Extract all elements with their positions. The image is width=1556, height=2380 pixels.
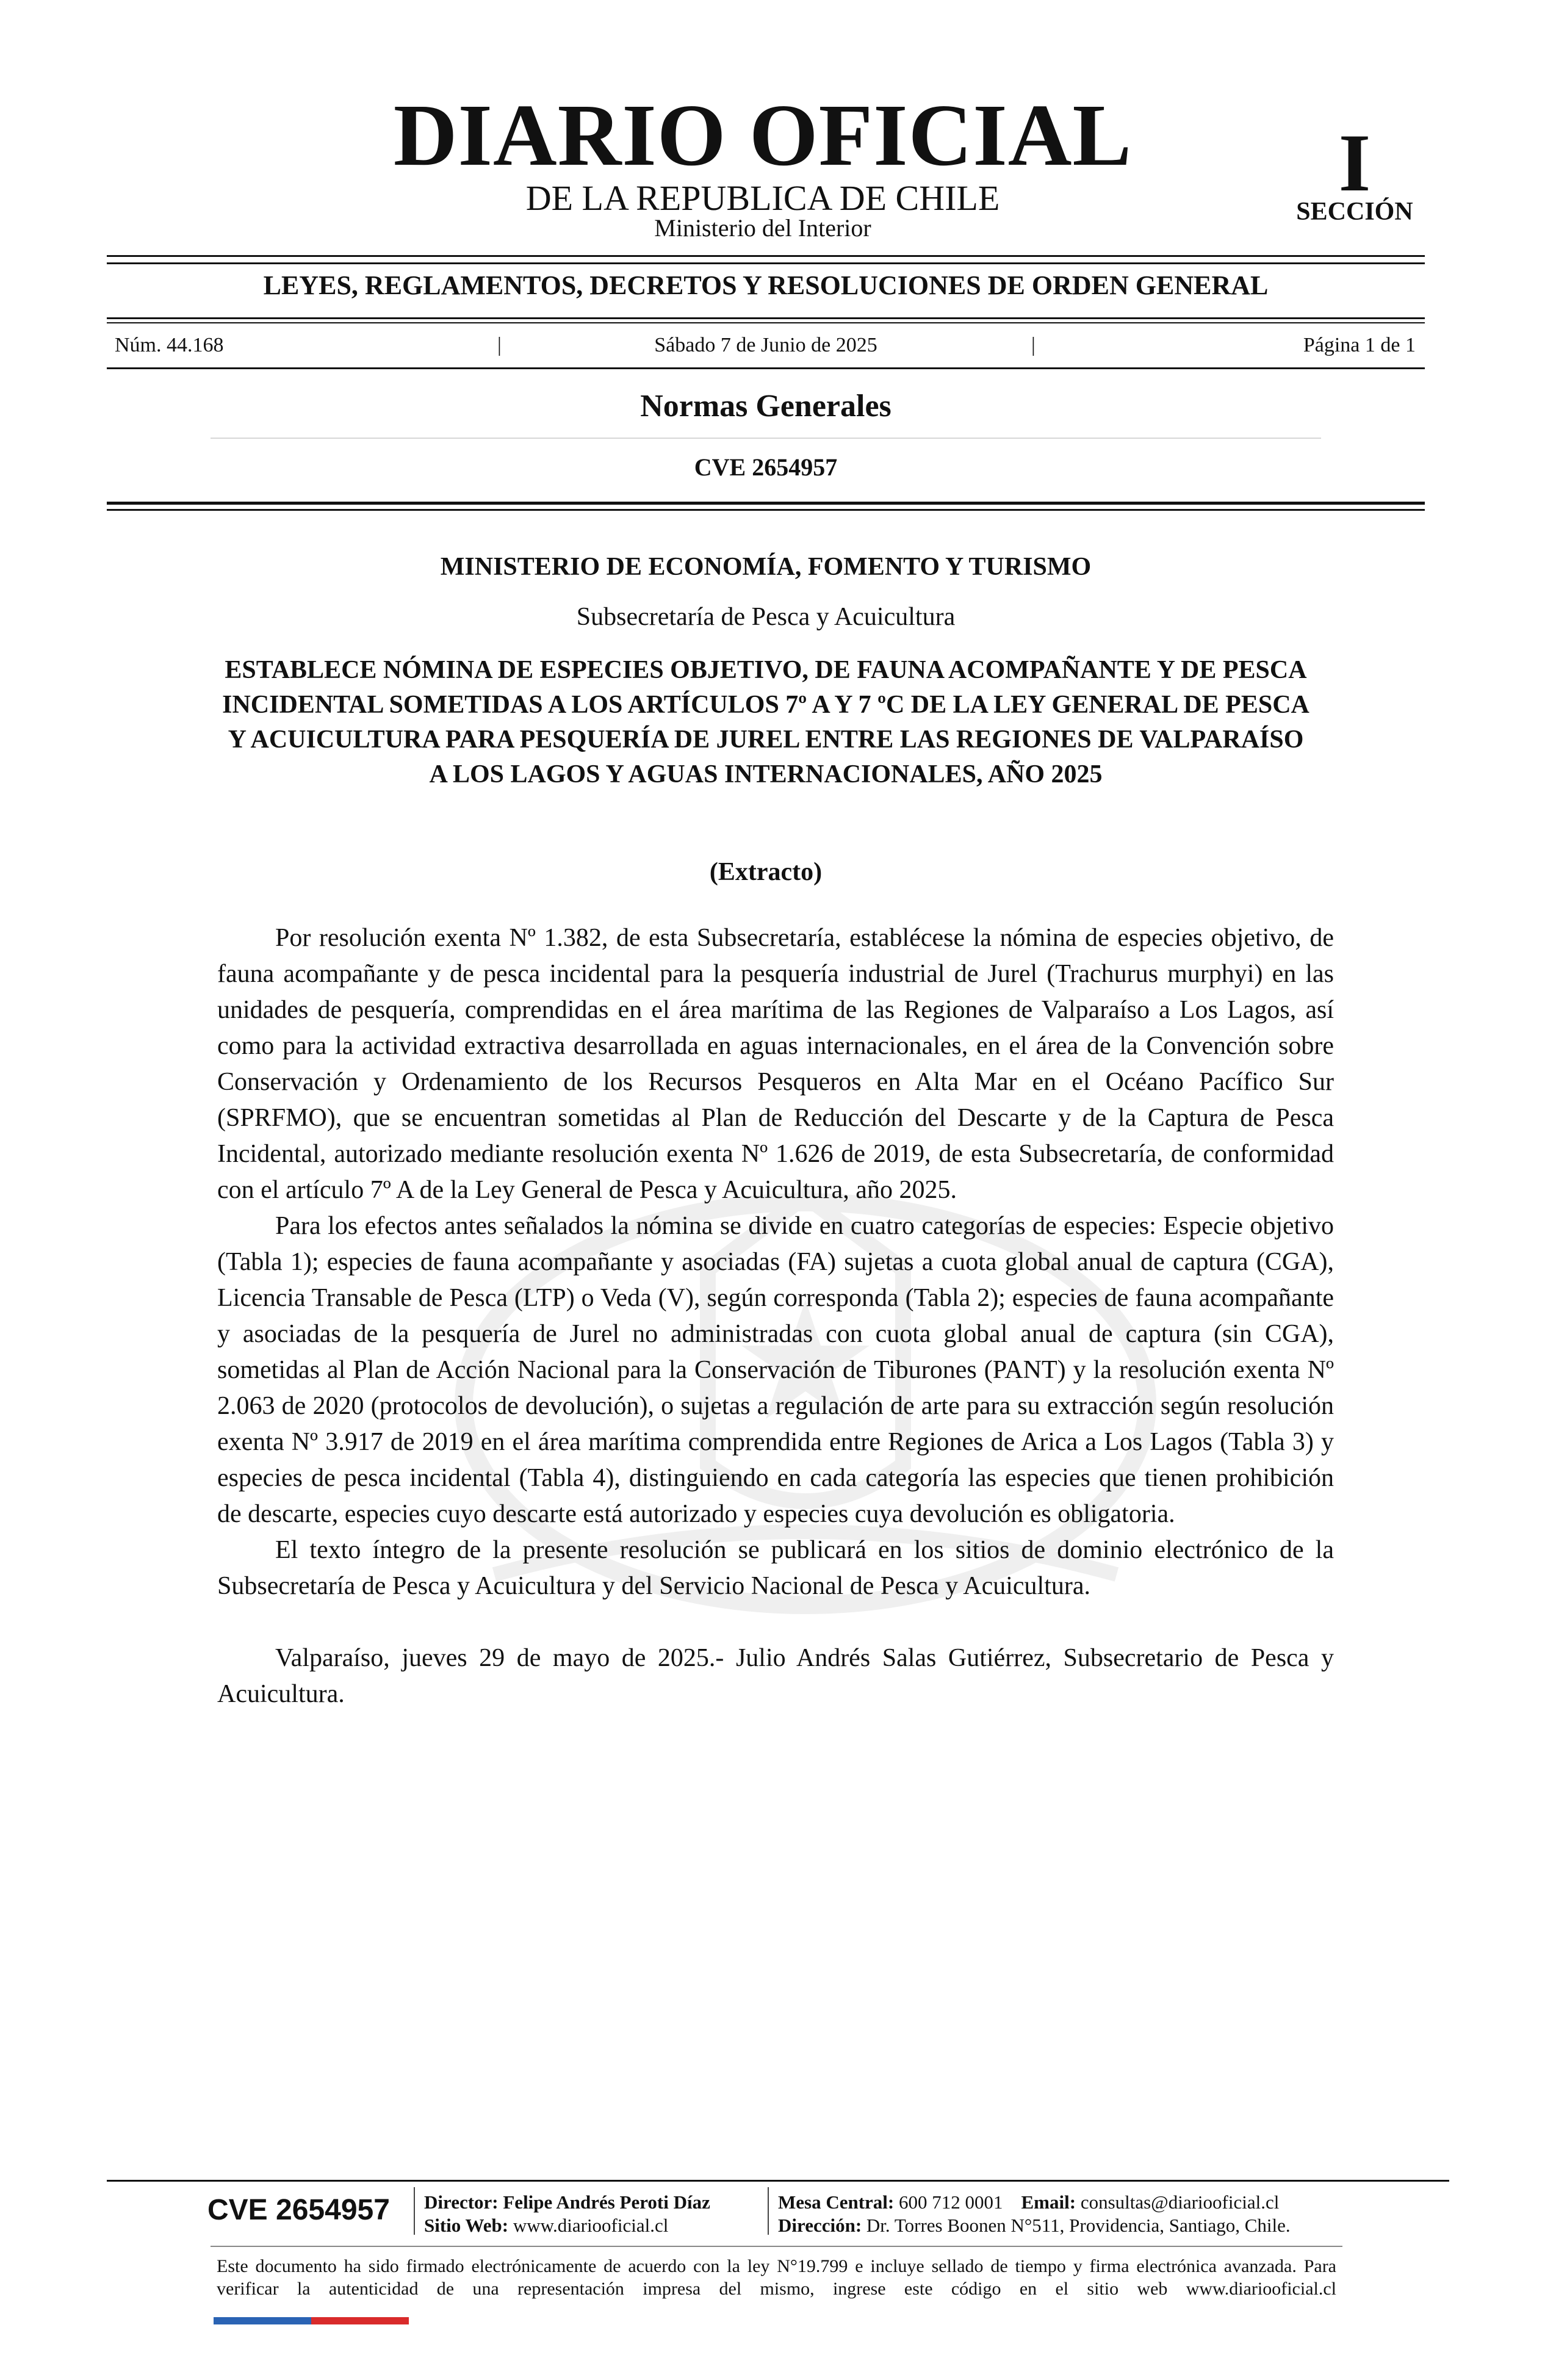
website-label: Sitio Web:	[424, 2215, 509, 2236]
footer-rule	[107, 2180, 1449, 2182]
resolution-title: ESTABLECE NÓMINA DE ESPECIES OBJETIVO, DE FAUNA ACOMPAÑANTE Y DE PESCA INCIDENTAL SOMETIDAS A LOS ARTÍCULOS 7º A Y 7 ºC DE LA LEY GENERAL DE PESCA Y ACUICULTURA PARA PESQUERÍA DE JUREL ENTRE LAS REGIONES DE VALPARAÍSO A LOS LAGOS Y AGUAS INTERNACIONALES, AÑO 2025	[222, 656, 1309, 788]
masthead-title: DIARIO OFICIAL	[393, 87, 1133, 184]
masthead-subtitle: DE LA REPUBLICA DE CHILE	[525, 178, 1000, 218]
masthead-ministry: Ministerio del Interior	[654, 214, 871, 242]
page-number: Página 1 de 1	[1303, 334, 1416, 356]
footer-divider	[768, 2187, 769, 2235]
address: Dr. Torres Boonen N°511, Providencia, Santiago, Chile.	[866, 2215, 1291, 2236]
footer-director-block	[424, 2191, 710, 2237]
footer-note-rule	[211, 2246, 1342, 2247]
issue-rule	[107, 367, 1425, 369]
website-link[interactable]: www.diariooficial.cl	[513, 2215, 669, 2236]
flag-stripe	[214, 2317, 409, 2324]
footer-cve-code: CVE 2654957	[207, 2194, 390, 2226]
email-link[interactable]: consultas@diariooficial.cl	[1080, 2191, 1280, 2213]
flag-blue-stripe	[214, 2317, 311, 2324]
mesa-label: Mesa Central:	[778, 2191, 895, 2213]
issue-separator: |	[1031, 334, 1036, 356]
section-number: I	[1338, 118, 1371, 209]
section-label: SECCIÓN	[1296, 198, 1413, 226]
heading-divider	[211, 438, 1321, 439]
issue-number: Núm. 44.168	[115, 334, 224, 356]
body-paragraph: Para los efectos antes señalados la nómina se divide en cuatro categorías de especies: Especie objetivo (Tabla 1); especies de fauna acompañante y asociadas (FA) sujetas a cuota global anual de captura (CGA), Licencia Transable de Pesca (LTP) o Veda (V), según corresponda (Tabla 2); especies de fauna acompañante y asociadas de la pesquería de Jurel no administradas con cuota global anual de captura (sin CGA), sometidas al Plan de Acción Nacional para la Conservación de Tiburones (PANT) y la resolución exenta Nº 2.063 de 2020 (protocolos de devolución), o sujetas a regulación de arte para su extracción según resolución exenta Nº 3.917 de 2019 en el área marítima comprendida entre Regiones de Arica a Los Lagos (Tabla 3) y especies de pesca incidental (Tabla 4), distinguiendo en cada categoría las especies que tienen prohibición de descarte, especies cuyo descarte está autorizado y especies cuya devolución es obligatoria.	[217, 1212, 1334, 1528]
heading-rule-thin	[107, 509, 1425, 511]
mesa-phone: 600 712 0001	[899, 2191, 1003, 2213]
director-label: Director:	[424, 2191, 499, 2213]
issue-date: Sábado 7 de Junio de 2025	[654, 334, 877, 356]
issue-separator: |	[497, 334, 502, 356]
banner-rule-double	[107, 322, 1425, 323]
body-paragraph: Por resolución exenta Nº 1.382, de esta Subsecretaría, establécese la nómina de especies objetivo, de fauna acompañante y de pesca incidental para la pesquería industrial de Jurel (Trachurus murphyi) en las unidades de pesquería, comprendidas en el área marítima de las Regiones de Valparaíso a Los Lagos, así como para la actividad extractiva desarrollada en aguas internacionales, en el área de la Convención sobre Conservación y Ordenamiento de los Recursos Pesqueros en Alta Mar en el Océano Pacífico Sur (SPRFMO), que se encuentran sometidas al Plan de Reducción del Descarte y de la Captura de Pesca Incidental, autorizado mediante resolución exenta Nº 1.626 de 2019, de esta Subsecretaría, de conformidad con el artículo 7º A de la Ley General de Pesca y Acuicultura, año 2025.	[217, 924, 1334, 1204]
masthead-rule-top	[107, 255, 1425, 257]
section-heading: Normas Generales	[640, 389, 891, 424]
masthead-rule-top-double	[107, 262, 1425, 264]
signature-note: Este documento ha sido firmado electrónicamente de acuerdo con la ley N°19.799 e incluye sellado de tiempo y firma electrónica avanzada. Para verificar la autenticidad de una representación impresa del mismo, ingrese este código en el sitio web www.diariooficial.cl	[217, 2256, 1336, 2299]
email-label: Email:	[1021, 2191, 1076, 2213]
address-label: Dirección:	[778, 2215, 862, 2236]
footer-contact-block	[778, 2191, 1291, 2237]
cve-code: CVE 2654957	[694, 453, 838, 481]
subsecretaria-name: Subsecretaría de Pesca y Acuicultura	[576, 603, 956, 631]
ministry-name: MINISTERIO DE ECONOMÍA, FOMENTO Y TURISMO	[440, 553, 1092, 581]
footer-divider	[414, 2187, 415, 2235]
banner-rule	[107, 317, 1425, 319]
flag-red-stripe	[311, 2317, 409, 2324]
category-banner: LEYES, REGLAMENTOS, DECRETOS Y RESOLUCIONES DE ORDEN GENERAL	[263, 270, 1269, 300]
resolution-body	[217, 920, 1334, 1712]
body-paragraph: El texto íntegro de la presente resolución se publicará en los sitios de dominio electrónico de la Subsecretaría de Pesca y Acuicultura y del Servicio Nacional de Pesca y Acuicultura.	[217, 1536, 1334, 1600]
extract-label: (Extracto)	[709, 858, 823, 886]
signature-paragraph: Valparaíso, jueves 29 de mayo de 2025.- Julio Andrés Salas Gutiérrez, Subsecretario de Pesca y Acuicultura.	[217, 1644, 1334, 1708]
heading-rule-thick	[107, 502, 1425, 505]
director-name: Felipe Andrés Peroti Díaz	[503, 2191, 710, 2213]
